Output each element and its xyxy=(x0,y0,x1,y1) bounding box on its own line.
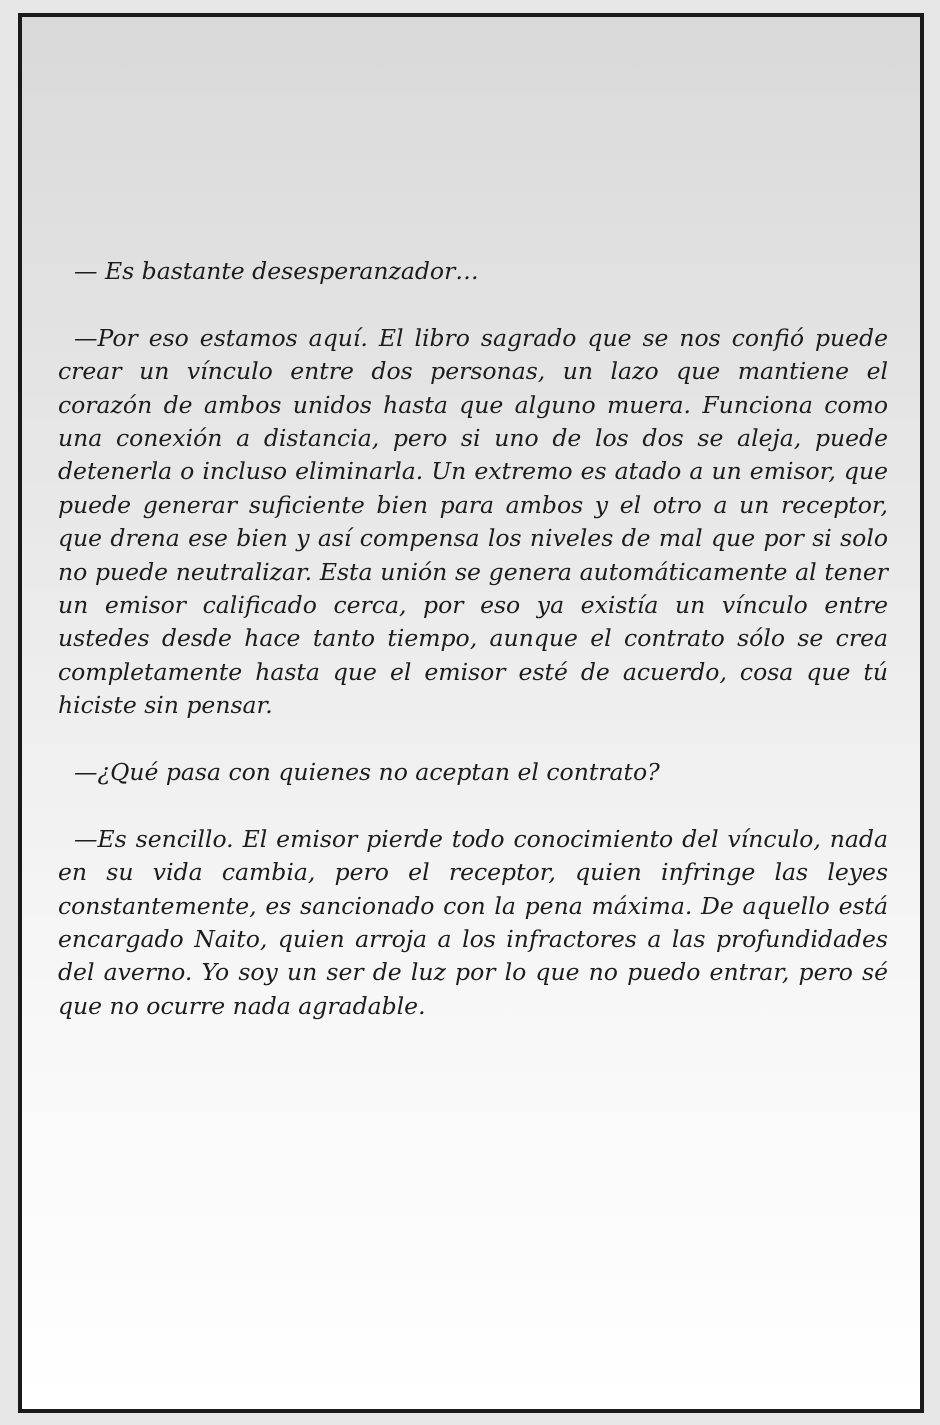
paragraph-2: —Por eso estamos aquí. El libro sagrado que se nos confió puede crear un vínculo entre dos personas, un lazo que mantiene el corazón de ambos unidos hasta que alguno muera. Funciona como una conexión a distancia, pero si uno de los dos se aleja, puede detenerla o incluso eliminarla. Un extremo es atado a un emisor, que puede generar suficiente bien para ambos y el otro a un receptor, que drena ese bien y así compensa los niveles de mal que por si solo no puede neutralizar. Esta unión se genera automáticamente al tener un emisor calificado cerca, por eso ya existía un vínculo entre ustedes desde hace tanto tiempo, aunque el contrato sólo se crea completamente hasta que el emisor esté de acuerdo, cosa que tú hiciste sin pensar. xyxy=(58,323,888,720)
paragraph-1: — Es bastante desesperanzador… xyxy=(74,257,479,285)
paragraph-3: —¿Qué pasa con quienes no aceptan el contrato? xyxy=(74,758,660,787)
dialogue-text-block xyxy=(58,255,888,1057)
text-panel xyxy=(18,13,924,1413)
paragraph-4: —Es sencillo. El emisor pierde todo conocimiento del vínculo, nada en su vida cambia, pero el receptor, quien infringe las leyes constantemente, es sancionado con la pena máxima. De aquello está encargado Naito, quien arroja a los infractores a las profundidades del averno. Yo soy un ser de luz por lo que no puedo entrar, pero sé que no ocurre nada agradable. xyxy=(58,824,888,1020)
